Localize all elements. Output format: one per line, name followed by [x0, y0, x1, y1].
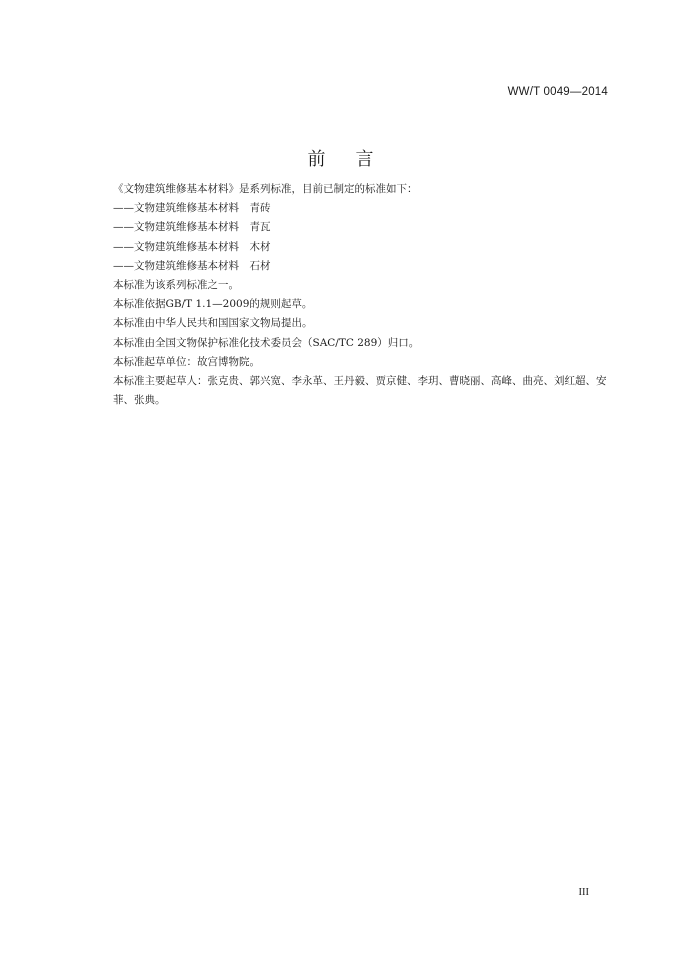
list-item: ——文物建筑维修基本材料 青瓦 [113, 221, 271, 234]
standard-number: WW/T 0049—2014 [507, 86, 608, 98]
series-paragraph: 本标准为该系列标准之一。 [113, 279, 239, 292]
list-item: ——文物建筑维修基本材料 石材 [113, 259, 271, 272]
page-title: 前言 [307, 149, 404, 170]
list-item: ——文物建筑维修基本材料 青砖 [113, 202, 271, 215]
drafting-rules-paragraph: 本标准依据GB/T 1.1—2009的规则起草。 [113, 298, 313, 311]
intro-paragraph: 《文物建筑维修基本材料》是系列标准，目前已制定的标准如下： [113, 183, 418, 195]
drafters-paragraph: 本标准主要起草人：张克贵、郭兴宽、李永革、王丹毅、贾京健、李玥、曹晓丽、高峰、曲亮、刘红超、安菲、张典。 [113, 375, 607, 407]
page-number: III [578, 887, 589, 898]
list-item: ——文物建筑维修基本材料 木材 [113, 240, 271, 253]
committee-paragraph: 本标准由全国文物保护标准化技术委员会（SAC/TC 289）归口。 [113, 336, 420, 349]
proposer-paragraph: 本标准由中华人民共和国国家文物局提出。 [113, 317, 313, 330]
foreword-body [92, 180, 610, 410]
drafting-unit-paragraph: 本标准起草单位：故宫博物院。 [113, 355, 260, 368]
